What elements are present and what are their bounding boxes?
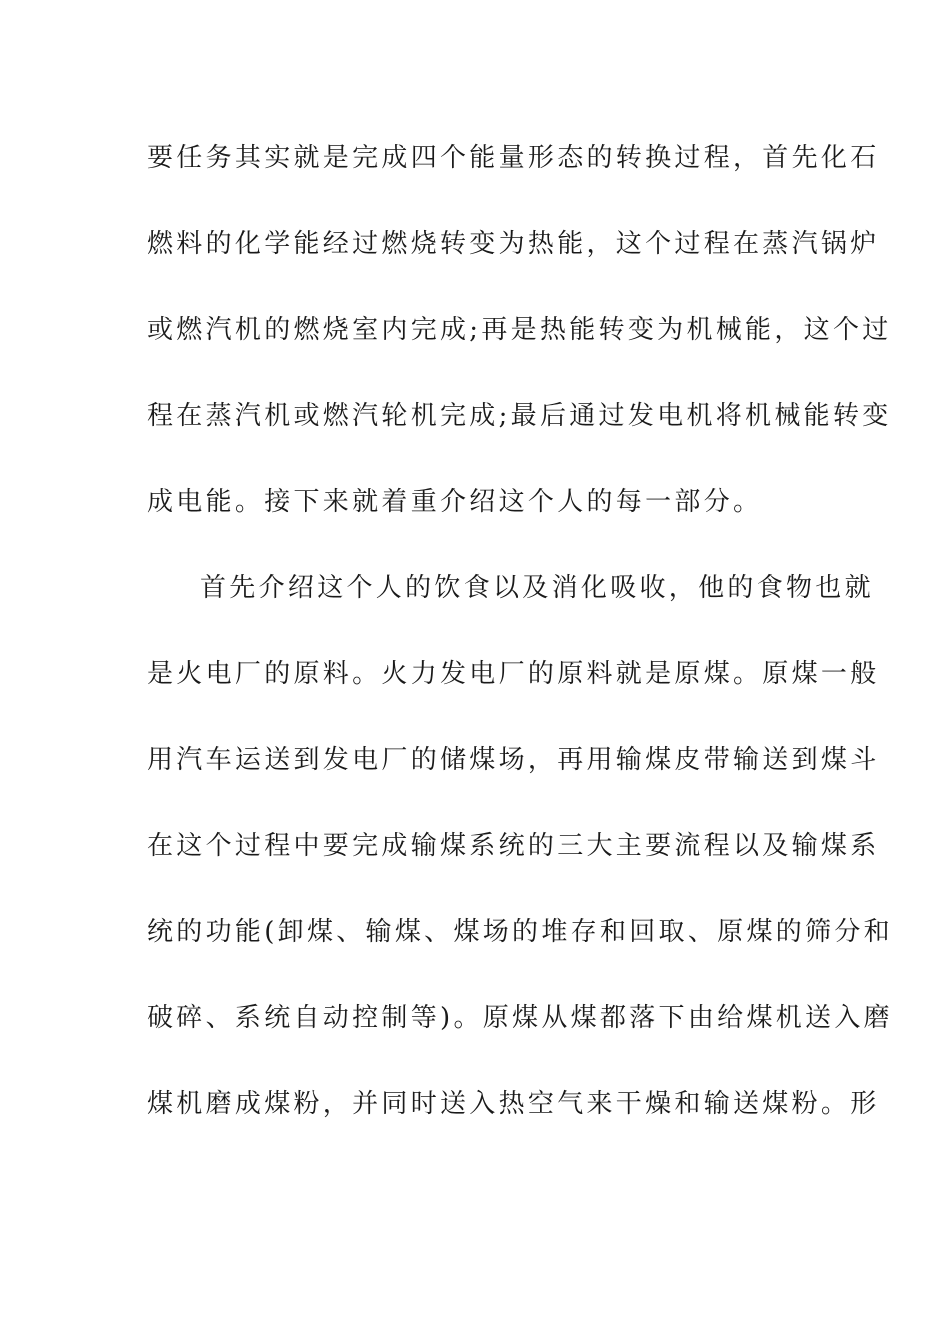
paragraph-first-line: 首先介绍这个人的饮食以及消化吸收，他的食物也就 <box>200 573 874 603</box>
text-line: 在这个过程中要完成输煤系统的三大主要流程以及输煤系 <box>147 831 880 861</box>
text-line: 用汽车运送到发电厂的储煤场，再用输煤皮带输送到煤斗 <box>147 745 880 775</box>
text-line: 燃料的化学能经过燃烧转变为热能，这个过程在蒸汽锅炉 <box>147 229 880 259</box>
text-line: 要任务其实就是完成四个能量形态的转换过程，首先化石 <box>147 143 880 173</box>
text-line: 统的功能(卸煤、输煤、煤场的堆存和回取、原煤的筛分和 <box>147 917 893 947</box>
text-line: 成电能。接下来就着重介绍这个人的每一部分。 <box>147 487 763 517</box>
text-line: 程在蒸汽机或燃汽轮机完成;最后通过发电机将机械能转变 <box>147 401 892 431</box>
text-line: 煤机磨成煤粉，并同时送入热空气来干燥和输送煤粉。形 <box>147 1089 880 1119</box>
text-line: 破碎、系统自动控制等)。原煤从煤都落下由给煤机送入磨 <box>147 1003 893 1033</box>
text-line: 是火电厂的原料。火力发电厂的原料就是原煤。原煤一般 <box>147 659 880 689</box>
text-line: 或燃汽机的燃烧室内完成;再是热能转变为机械能，这个过 <box>147 315 892 345</box>
